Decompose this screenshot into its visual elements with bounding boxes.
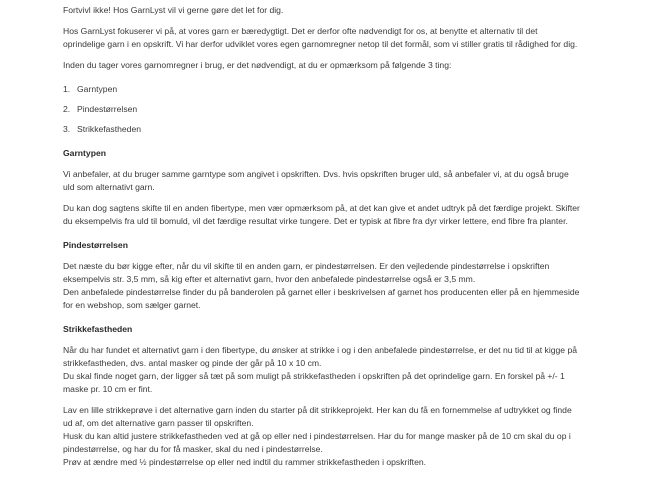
paragraph-line: Du kan dog sagtens skifte til en anden fibertype, men vær opmærksom på, at det kan give et andet udtryk på det færdige projekt. Skifter	[63, 203, 580, 213]
paragraph-line: Prøv at ændre med ½ pindestørrelse op eller ned indtil du rammer strikkefastheden i opskriften.	[63, 457, 427, 467]
list-label: Pindestørrelsen	[77, 104, 138, 114]
paragraph-line: Det næste du bør kigge efter, når du vil skifte til en anden garn, er pindestørrelsen. Er den vejledende pindestørrelse i opskriften	[63, 261, 550, 271]
list-item	[63, 83, 603, 96]
section-heading-pindestorrelsen: Pindestørrelsen	[63, 240, 128, 250]
intro-list-lead: Inden du tager vores garnomregner i brug, er det nødvendigt, at du er opmærksom på følgende 3 ting:	[63, 60, 452, 70]
paragraph-line: strikkefastheden, dvs. antal masker og pinde der går på 10 x 10 cm.	[63, 358, 322, 368]
paragraph-line: Du skal finde noget garn, der ligger så tæt på som muligt på strikkefastheden i opskriften på det oprindelige garn. En forskel på +/- 1	[63, 371, 565, 381]
intro-paragraph-line: Hos GarnLyst fokuserer vi på, at vores garn er bæredygtigt. Det er derfor ofte nødvendigt for os, at benytte et alternativ til det	[63, 26, 538, 36]
list-label: Garntypen	[77, 84, 118, 94]
list-item	[63, 123, 603, 136]
paragraph-line: pindestørrelse, og har du for få masker, skal du ned i pindestørrelse.	[63, 444, 323, 454]
paragraph-line: maske pr. 10 cm er fint.	[63, 384, 153, 394]
topic-list	[63, 83, 603, 136]
paragraph-line: Husk du kan altid justere strikkefastheden ved at gå op eller ned i pindestørrelsen. Har du for mange masker på de 10 cm skal du op i	[63, 431, 571, 441]
paragraph-line: uld som alternativt garn.	[63, 182, 155, 192]
paragraph-line: Den anbefalede pindestørrelse finder du på banderolen på garnet eller i beskrivelsen af garnet hos producenten eller på en hjemmeside	[63, 287, 580, 297]
section-heading-garntypen: Garntypen	[63, 148, 106, 158]
list-label: Strikkefastheden	[77, 124, 142, 134]
section-heading-strikkefastheden: Strikkefastheden	[63, 324, 133, 334]
paragraph-line: eksempelvis str. 3,5 mm, så kig efter et alternativt garn, hvor den anbefalede pindestørrelse også er 3,5 mm.	[63, 274, 476, 284]
paragraph-line: Når du har fundet et alternativt garn i den fibertype, du ønsker at strikke i og i den anbefalede pindestørrelse, er det nu tid til at kigge på	[63, 345, 578, 355]
paragraph-line: du eksempelvis fra uld til bomuld, vil det færdige resultat virke tungere. Det er typisk at fibre fra dyr virker lettere, end fibre fra planter.	[63, 216, 568, 226]
paragraph-line: Lav en lille strikkeprøve i det alternative garn inden du starter på dit strikkeprojekt. Her kan du få en fornemmelse af udtrykket og finde	[63, 405, 572, 415]
intro-line: Fortvivl ikke! Hos GarnLyst vil vi gerne gøre det let for dig.	[63, 5, 284, 15]
article-body	[63, 0, 603, 469]
list-item	[63, 103, 603, 116]
list-number: 3.	[63, 124, 71, 134]
paragraph-line: for en webshop, som sælger garnet.	[63, 300, 201, 310]
paragraph-line: ud af, om det alternative garn passer til opskriften.	[63, 418, 254, 428]
paragraph-line: Vi anbefaler, at du bruger samme garntype som angivet i opskriften. Dvs. hvis opskriften bruger uld, så anbefaler vi, at du også bruge	[63, 169, 569, 179]
list-number: 2.	[63, 104, 71, 114]
list-number: 1.	[63, 84, 71, 94]
intro-paragraph-line: oprindelige garn i en opskrift. Vi har derfor udviklet vores egen garnomregner netop til det formål, som vi stiller gratis til rådighed for dig.	[63, 39, 578, 49]
